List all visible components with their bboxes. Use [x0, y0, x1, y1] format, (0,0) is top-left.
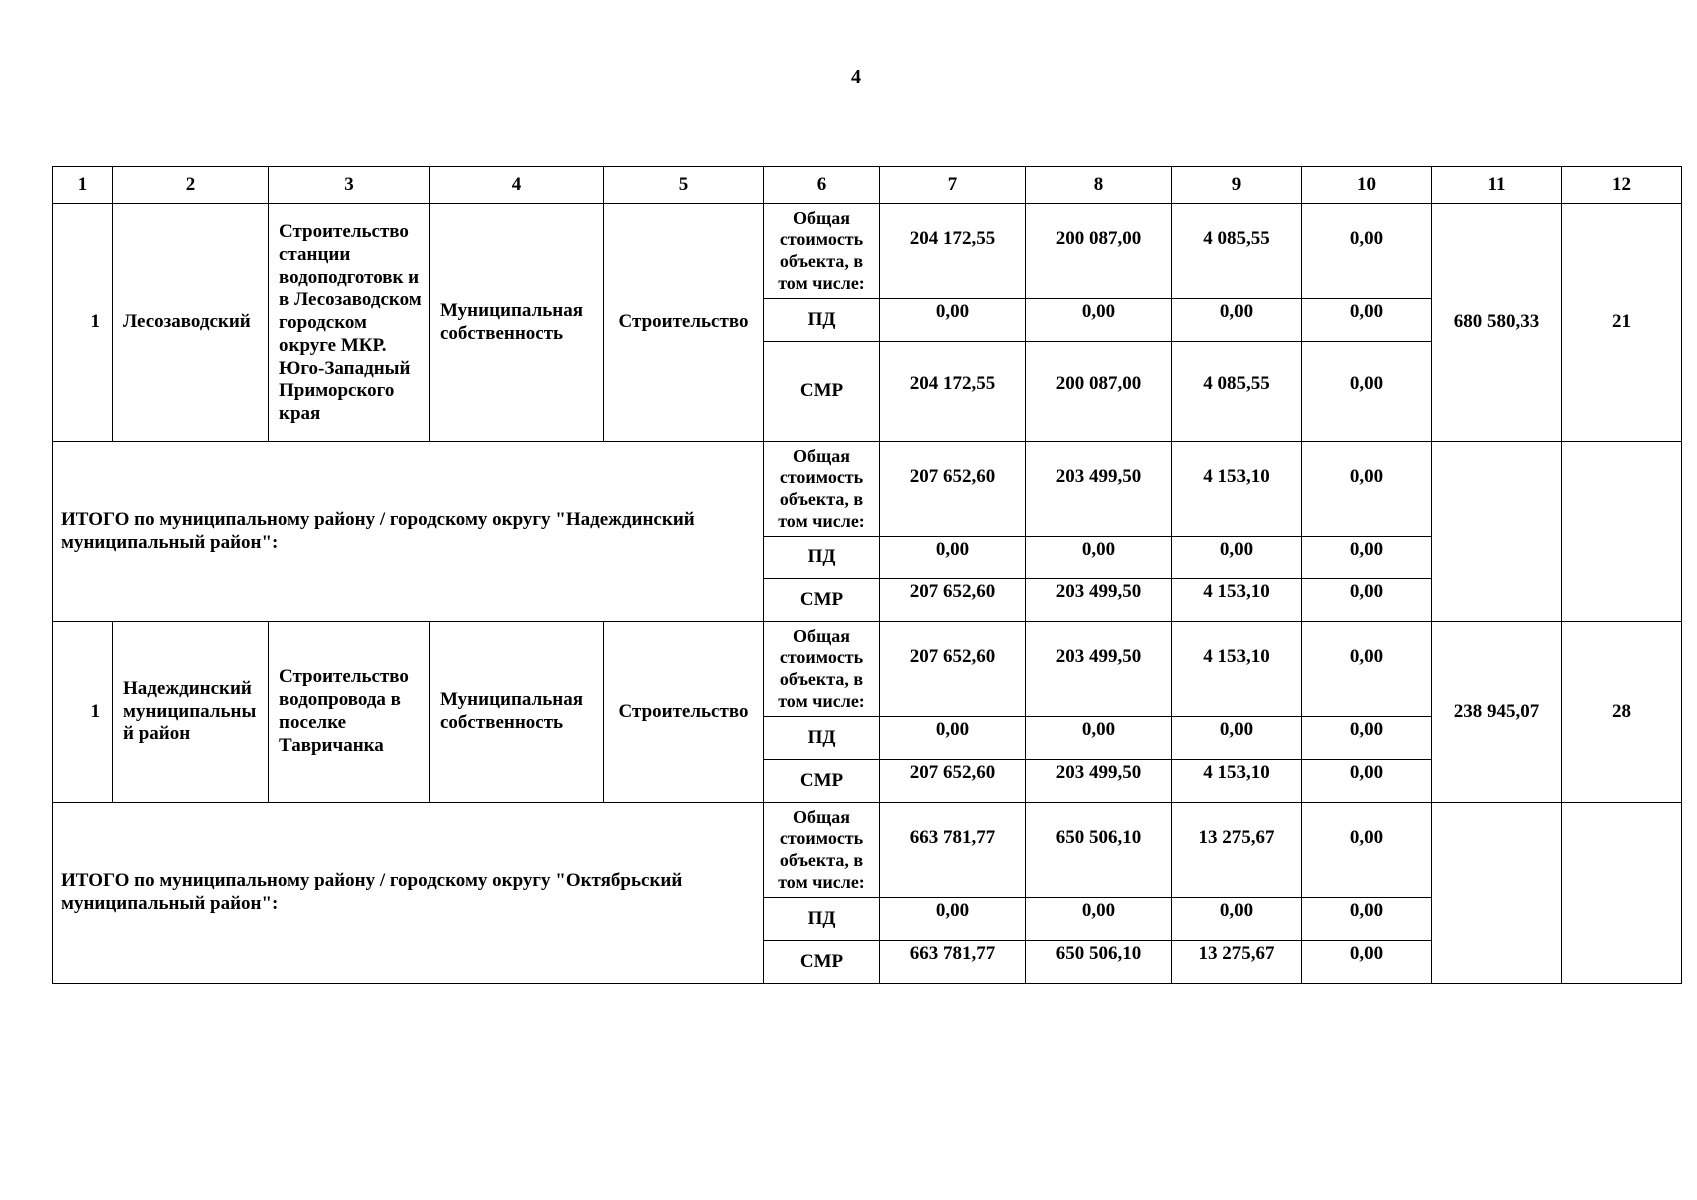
column-header: 3	[269, 167, 430, 204]
value-cell: 0,00	[1302, 622, 1432, 717]
value-cell: 0,00	[1026, 299, 1172, 342]
value-cell: 4 153,10	[1172, 622, 1302, 717]
value-cell: 203 499,50	[1026, 760, 1172, 803]
page-number: 4	[851, 66, 861, 88]
value-cell: 0,00	[1026, 717, 1172, 760]
row-number: 1	[53, 204, 113, 442]
table-row	[53, 442, 1682, 537]
value-cell: 0,00	[1302, 299, 1432, 342]
object-name-cell: Строительство водопровода в поселке Тавричанка	[269, 622, 430, 803]
value-cell: 200 087,00	[1026, 342, 1172, 442]
line-label: ПД	[764, 717, 880, 760]
value-cell: 28	[1562, 622, 1682, 803]
value-cell: 203 499,50	[1026, 579, 1172, 622]
column-header: 6	[764, 167, 880, 204]
value-cell: 0,00	[1302, 579, 1432, 622]
column-header: 8	[1026, 167, 1172, 204]
column-header: 1	[53, 167, 113, 204]
value-cell: 4 153,10	[1172, 442, 1302, 537]
value-cell: 0,00	[880, 898, 1026, 941]
line-label: Общая стоимость объекта, в том числе:	[764, 803, 880, 898]
row-number: 1	[53, 622, 113, 803]
table-row	[53, 622, 1682, 717]
value-cell: 0,00	[1172, 537, 1302, 579]
value-cell: 204 172,55	[880, 204, 1026, 299]
value-cell: 663 781,77	[880, 803, 1026, 898]
value-cell: 0,00	[1172, 898, 1302, 941]
value-cell: 0,00	[1302, 442, 1432, 537]
value-cell: 4 085,55	[1172, 204, 1302, 299]
value-cell: 203 499,50	[1026, 622, 1172, 717]
empty-cell	[1432, 442, 1562, 622]
total-title: ИТОГО по муниципальному району / городскому округу "Надеждинский муниципальный район":	[53, 442, 764, 622]
column-header: 11	[1432, 167, 1562, 204]
column-header: 12	[1562, 167, 1682, 204]
ownership-cell: Муниципальная собственность	[430, 622, 604, 803]
value-cell: 663 781,77	[880, 941, 1026, 984]
value-cell: 204 172,55	[880, 342, 1026, 442]
value-cell: 0,00	[1302, 941, 1432, 984]
column-header: 2	[113, 167, 269, 204]
value-cell: 203 499,50	[1026, 442, 1172, 537]
municipality-cell: Лесозаводский	[113, 204, 269, 442]
ownership-cell: Муниципальная собственность	[430, 204, 604, 442]
line-label: СМР	[764, 941, 880, 984]
value-cell: 13 275,67	[1172, 803, 1302, 898]
value-cell: 0,00	[1302, 760, 1432, 803]
value-cell: 21	[1562, 204, 1682, 442]
line-label: ПД	[764, 537, 880, 579]
work-type-cell: Строительство	[604, 622, 764, 803]
line-label: ПД	[764, 299, 880, 342]
line-label: ПД	[764, 898, 880, 941]
value-cell: 650 506,10	[1026, 941, 1172, 984]
line-label: СМР	[764, 342, 880, 442]
value-cell: 4 085,55	[1172, 342, 1302, 442]
value-cell: 200 087,00	[1026, 204, 1172, 299]
line-label: СМР	[764, 760, 880, 803]
total-title: ИТОГО по муниципальному району / городскому округу "Октябрьский муниципальный район":	[53, 803, 764, 984]
value-cell: 207 652,60	[880, 760, 1026, 803]
investment-table	[52, 166, 1682, 984]
empty-cell	[1562, 803, 1682, 984]
line-label: СМР	[764, 579, 880, 622]
value-cell: 207 652,60	[880, 622, 1026, 717]
value-cell: 650 506,10	[1026, 803, 1172, 898]
value-cell: 0,00	[1302, 537, 1432, 579]
table-header-row	[53, 167, 1682, 204]
value-cell: 0,00	[880, 537, 1026, 579]
value-cell: 4 153,10	[1172, 579, 1302, 622]
line-label: Общая стоимость объекта, в том числе:	[764, 442, 880, 537]
value-cell: 0,00	[1026, 537, 1172, 579]
value-cell: 207 652,60	[880, 579, 1026, 622]
empty-cell	[1562, 442, 1682, 622]
value-cell: 680 580,33	[1432, 204, 1562, 442]
object-name-cell: Строительство станции водоподготовк и в Лесозаводском городском округе МКР. Юго-Западный Приморского края	[269, 204, 430, 442]
table-row	[53, 803, 1682, 898]
table-row	[53, 204, 1682, 299]
value-cell: 0,00	[1302, 803, 1432, 898]
value-cell: 0,00	[880, 717, 1026, 760]
column-header: 4	[430, 167, 604, 204]
value-cell: 0,00	[880, 299, 1026, 342]
municipality-cell: Надеждинский муниципальны й район	[113, 622, 269, 803]
work-type-cell: Строительство	[604, 204, 764, 442]
value-cell: 0,00	[1026, 898, 1172, 941]
value-cell: 4 153,10	[1172, 760, 1302, 803]
value-cell: 0,00	[1172, 717, 1302, 760]
column-header: 7	[880, 167, 1026, 204]
line-label: Общая стоимость объекта, в том числе:	[764, 204, 880, 299]
column-header: 5	[604, 167, 764, 204]
column-header: 10	[1302, 167, 1432, 204]
value-cell: 13 275,67	[1172, 941, 1302, 984]
value-cell: 0,00	[1302, 898, 1432, 941]
empty-cell	[1432, 803, 1562, 984]
value-cell: 0,00	[1172, 299, 1302, 342]
value-cell: 207 652,60	[880, 442, 1026, 537]
value-cell: 0,00	[1302, 342, 1432, 442]
line-label: Общая стоимость объекта, в том числе:	[764, 622, 880, 717]
column-header: 9	[1172, 167, 1302, 204]
value-cell: 238 945,07	[1432, 622, 1562, 803]
value-cell: 0,00	[1302, 717, 1432, 760]
value-cell: 0,00	[1302, 204, 1432, 299]
